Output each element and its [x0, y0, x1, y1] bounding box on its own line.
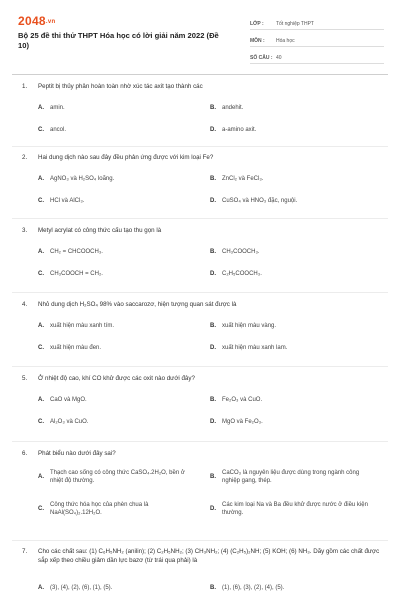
meta-row-class — [250, 16, 384, 30]
answer-option[interactable] — [210, 104, 380, 112]
meta-row-count — [250, 50, 384, 64]
logo-text: 2048 — [18, 14, 46, 28]
question-stem: Cho các chất sau: (1) C₆H₅NH₂ (anilin); (2) C₂H₅NH₂; (3) CH₃NH₂; (4) (C₂H₅)₂NH; (5) KOH; (6) NH₃. Dãy gồm các chất được sắp xếp theo chiều giảm dần lực bazơ (từ trái qua phải) là — [38, 548, 380, 564]
answer-option[interactable] — [210, 322, 380, 330]
option-letter: C. — [38, 127, 44, 133]
option-letter: C. — [38, 506, 44, 512]
option-text: (3), (4), (2), (6), (1), (5). — [50, 585, 113, 591]
option-letter: B. — [210, 176, 216, 182]
option-text: MgO và Fe₂O₃. — [222, 419, 263, 425]
question — [22, 153, 382, 204]
answer-option[interactable] — [38, 270, 208, 278]
option-letter: B. — [210, 585, 216, 591]
answer-option[interactable] — [210, 248, 380, 256]
option-letter: A. — [38, 105, 44, 111]
option-letter: B. — [210, 323, 216, 329]
question-stem: Phát biểu nào dưới đây sai? — [38, 450, 116, 457]
option-text: Các kim loại Na và Ba đều khử được nước ở điều kiện thường. — [222, 502, 368, 516]
question — [22, 82, 382, 133]
option-letter: C. — [38, 198, 44, 204]
question-divider — [12, 146, 388, 147]
option-text: Al₂O₃ và CuO. — [50, 419, 89, 425]
option-letter: D. — [210, 419, 216, 425]
answer-option[interactable] — [38, 501, 198, 517]
question — [22, 300, 382, 351]
answer-option[interactable] — [38, 126, 208, 134]
question-stem: Hai dung dịch nào sau đây đều phản ứng được với kim loại Fe? — [38, 154, 214, 161]
option-text: CuSO₄ và HNO₃ đặc, nguội. — [222, 198, 298, 204]
option-letter: C. — [38, 271, 44, 277]
option-letter: D. — [210, 506, 216, 512]
answer-option[interactable] — [210, 126, 380, 134]
site-logo[interactable] — [18, 14, 55, 28]
question — [22, 226, 382, 277]
option-text: ancol. — [50, 127, 67, 133]
answer-option[interactable] — [38, 197, 208, 205]
answer-option[interactable] — [38, 344, 208, 352]
option-text: AgNO₃ và H₂SO₄ loãng. — [50, 176, 115, 182]
option-letter: D. — [210, 127, 216, 133]
question-stem: Nhỏ dung dịch H₂SO₄ 98% vào saccarozơ, hiện tượng quan sát được là — [38, 301, 237, 308]
question-stem: Peptit bị thủy phân hoàn toàn nhờ xúc tác axit tạo thành các — [38, 83, 203, 90]
question-divider — [12, 366, 388, 367]
option-letter: A. — [38, 397, 44, 403]
exam-header — [18, 14, 384, 70]
meta-label: SỐ CÂU : — [250, 55, 273, 61]
question-divider — [12, 292, 388, 293]
answer-option[interactable] — [38, 584, 208, 592]
option-text: amin. — [50, 105, 65, 111]
header-divider — [12, 74, 388, 75]
question-number: 3. — [22, 227, 28, 234]
answer-option[interactable] — [38, 322, 208, 330]
option-text: CaO và MgO. — [50, 397, 87, 403]
meta-value: 40 — [276, 55, 282, 61]
question-number: 2. — [22, 154, 28, 161]
question-stem: Metyl acrylat có công thức cấu tạo thu gọn là — [38, 227, 162, 234]
option-text: andehit. — [222, 105, 244, 111]
option-text: CH₃COOCH₃. — [222, 249, 260, 255]
option-text: CH₃COOCH = CH₂. — [50, 271, 103, 277]
question-number: 7. — [22, 548, 28, 555]
option-text: Fe₂O₃ và CuO. — [222, 397, 263, 403]
question-number: 5. — [22, 375, 28, 382]
option-text: HCl và AlCl₃. — [50, 198, 85, 204]
question-stem: Ở nhiệt độ cao, khí CO khử được các oxit nào dưới đây? — [38, 375, 195, 382]
answer-option[interactable] — [210, 418, 380, 426]
answer-option[interactable] — [210, 175, 380, 183]
option-text: xuất hiện màu vàng. — [222, 323, 277, 329]
option-text: xuất hiện màu xanh lam. — [222, 345, 288, 351]
question-number: 4. — [22, 301, 28, 308]
question-number: 6. — [22, 450, 28, 457]
answer-option[interactable] — [38, 396, 208, 404]
question-divider — [12, 218, 388, 219]
option-letter: B. — [210, 249, 216, 255]
option-text: xuất hiện màu đen. — [50, 345, 102, 351]
option-text: a-amino axit. — [222, 127, 257, 133]
question — [22, 449, 382, 516]
answer-option[interactable] — [210, 501, 370, 517]
question-number: 1. — [22, 83, 28, 90]
answer-option[interactable] — [210, 270, 380, 278]
option-letter: A. — [38, 249, 44, 255]
meta-row-subject — [250, 33, 384, 47]
question-divider — [12, 441, 388, 442]
answer-option[interactable] — [38, 175, 208, 183]
answer-option[interactable] — [210, 197, 380, 205]
option-letter: C. — [38, 419, 44, 425]
option-text: xuất hiện màu xanh tím. — [50, 323, 115, 329]
meta-value: Tốt nghiệp THPT — [276, 21, 314, 27]
option-text: Thạch cao sống có công thức CaSO₄.2H₂O, bền ở nhiệt độ thường. — [50, 470, 185, 484]
option-text: CaCO₃ là nguyên liệu được dùng trong ngành công nghiệp gang, thép. — [222, 470, 360, 484]
answer-option[interactable] — [38, 104, 208, 112]
option-letter: D. — [210, 271, 216, 277]
option-text: C₂H₅COOCH₃. — [222, 271, 262, 277]
option-letter: B. — [210, 105, 216, 111]
option-text: CH₂ = CHCOOCH₃. — [50, 249, 103, 255]
question — [22, 374, 382, 425]
option-text: Công thức hóa học của phèn chua là NaAl(SO₄)₂.12H₂O. — [50, 502, 149, 516]
option-letter: A. — [38, 323, 44, 329]
exam-title: Bộ 25 đề thi thử THPT Hóa học có lời giải năm 2022 (Đề 10) — [18, 31, 219, 50]
meta-value: Hóa học — [276, 38, 295, 44]
option-text: (1), (6), (3), (2), (4), (5). — [222, 585, 285, 591]
answer-option[interactable] — [38, 418, 208, 426]
answer-option[interactable] — [210, 344, 380, 352]
option-letter: C. — [38, 345, 44, 351]
option-letter: A. — [38, 176, 44, 182]
option-letter: B. — [210, 397, 216, 403]
option-letter: D. — [210, 198, 216, 204]
answer-option[interactable] — [38, 469, 198, 485]
meta-label: LỚP : — [250, 21, 264, 27]
answer-option[interactable] — [210, 469, 370, 485]
question — [22, 547, 382, 591]
logo-suffix: .vn — [45, 18, 56, 25]
answer-option[interactable] — [210, 396, 380, 404]
answer-option[interactable] — [210, 584, 380, 592]
question-divider — [12, 540, 388, 541]
option-letter: A. — [38, 474, 44, 480]
option-text: ZnCl₂ và FeCl₃. — [222, 176, 264, 182]
option-letter: D. — [210, 345, 216, 351]
answer-option[interactable] — [38, 248, 208, 256]
option-letter: B. — [210, 474, 216, 480]
option-letter: A. — [38, 585, 44, 591]
exam-meta — [250, 16, 384, 67]
meta-label: MÔN : — [250, 38, 265, 44]
